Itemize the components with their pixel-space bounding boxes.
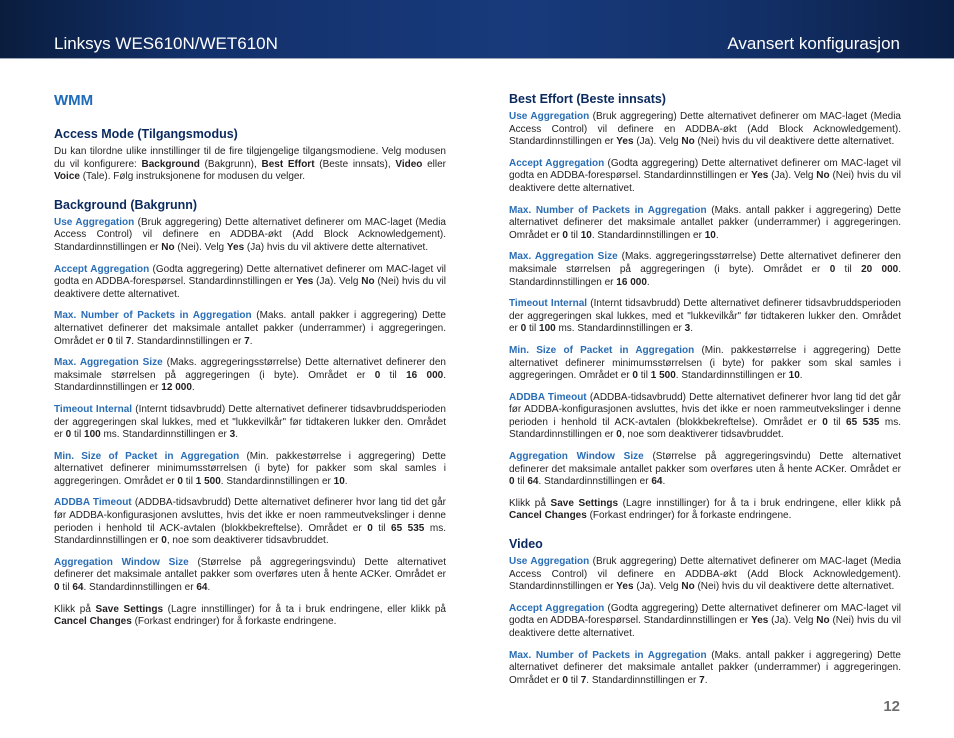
use-aggregation-paragraph: Use Aggregation (Bruk aggregering) Dette alternativet definerer om MAC-laget (Media Access Control) vil definere en ADDBA-økt (Add Block Acknowledgement). Standardinnstillingen er Yes (Ja). Velg No (Nei) hvis du vil deaktivere dette alternativet.: [509, 111, 901, 148]
use-aggregation-paragraph: Use Aggregation (Bruk aggregering) Dette alternativet definerer om MAC-laget (Media Access Control) vil definere en ADDBA-økt (Add Block Acknowledgement). Standardinnstillingen er No (Nei). Velg Yes (Ja) hvis du vil aktivere dette alternativet.: [54, 216, 446, 253]
timeout-paragraph: Timeout Internal (Internt tidsavbrudd) Dette alternativet definerer tidsavbruddsperioden der aggregeringen skal lukkes, med et "lukkevilkår" før tidtakeren lukker den. Området er 0 til 100 ms. Standardinnstillingen er 3.: [54, 403, 446, 441]
video-max-packets-paragraph: Max. Number of Packets in Aggregation (Maks. antall pakker i aggregering) Dette alternativet definerer det maksimale antallet pakker (underrammer) i aggregeringen. Området er 0 til 7. Standardinnstillingen er 7.: [509, 649, 901, 686]
best-effort-heading: Best Effort (Beste innsats): [509, 92, 666, 106]
addba-timeout-paragraph: ADDBA Timeout (ADDBA-tidsavbrudd) Dette alternativet definerer hvor lang tid det går før ADDBA-konfigurasjonen avsluttes, hvis det ikke er noen rammeutvekslinger i denne perioden i henhold til ACK-avtalen (blokkbekreftelse). Området er 0 til 65 535 ms. Standardinnstillingen er 0, noe som deaktiverer tidsavbruddet.: [54, 497, 446, 547]
right-column: [509, 92, 901, 696]
window-size-paragraph: Aggregation Window Size (Størrelse på aggregeringsvindu) Dette alternativet definerer det maksimale antallet pakker som overføres uten å hente ACKer. Området er 0 til 64. Standardinnstillingen er 64.: [54, 556, 446, 594]
addba-timeout-paragraph: ADDBA Timeout (ADDBA-tidsavbrudd) Dette alternativet definerer hvor lang tid det går før ADDBA-konfigurasjonen avsluttes, hvis det ikke er noen rammeutvekslinger i denne perioden i henhold til ACK-avtalen (blokkbekreftelse). Området er 0 til 65 535 ms. Standardinnstillingen er 0, noe som deaktiverer tidsavbruddet.: [509, 391, 901, 441]
save-settings-paragraph: Klikk på Save Settings (Lagre innstillinger) for å ta i bruk endringene, eller klikk på Cancel Changes (Forkast endringer) for å forkaste endringene.: [509, 497, 901, 522]
window-size-paragraph: Aggregation Window Size (Størrelse på aggregeringsvindu) Dette alternativet definerer det maksimale antallet pakker som overføres uten å hente ACKer. Området er 0 til 64. Standardinnstillingen er 64.: [509, 451, 901, 488]
save-settings-paragraph: Klikk på Save Settings (Lagre innstillinger) for å ta i bruk endringene, eller klikk på Cancel Changes (Forkast endringer) for å forkaste endringene.: [54, 603, 446, 628]
accept-aggregation-paragraph: Accept Aggregation (Godta aggregering) Dette alternativet definerer om MAC-laget vil godta en ADDBA-forespørsel. Standardinnstillingen er Yes (Ja). Velg No (Nei) hvis du vil deaktivere dette alternativet.: [54, 263, 447, 300]
max-size-paragraph: Max. Aggregation Size (Maks. aggregeringsstørrelse) Dette alternativet definerer den maksimale størrelsen på aggregeringen (i byte). Området er 0 til 20 000. Standardinnstillingen er 16 000.: [509, 251, 901, 288]
max-size-paragraph: Max. Aggregation Size (Maks. aggregeringsstørrelse) Dette alternativet definerer den maksimale størrelsen på aggregeringen (i byte). Området er 0 til 16 000. Standardinnstillingen er 12 000.: [54, 357, 446, 394]
chapter-title: Avansert konfigurasjon: [727, 34, 900, 53]
max-packets-paragraph: Max. Number of Packets in Aggregation (Maks. antall pakker i aggregering) Dette alternativet definerer det maksimale antallet pakker (underrammer) i aggregeringen. Området er 0 til 7. Standardinnstillingen er 7.: [54, 310, 446, 347]
access-mode-heading: Access Mode (Tilgangsmodus): [54, 127, 238, 141]
left-column: [54, 92, 446, 638]
section-title: WMM: [54, 92, 94, 109]
accept-aggregation-paragraph: Accept Aggregation (Godta aggregering) Dette alternativet definerer om MAC-laget vil godta en ADDBA-forespørsel. Standardinnstillingen er Yes (Ja). Velg No (Nei) hvis du vil deaktivere dette alternativet.: [509, 157, 902, 194]
timeout-paragraph: Timeout Internal (Internt tidsavbrudd) Dette alternativet definerer tidsavbruddsperioden der aggregeringen skal lukkes, med et "lukkevilkår" før tidtakeren lukker den. Området er 0 til 100 ms. Standardinnstillingen er 3.: [509, 298, 901, 335]
background-heading: Background (Bakgrunn): [54, 197, 198, 212]
max-packets-paragraph: Max. Number of Packets in Aggregation (Maks. antall pakker i aggregering) Dette alternativet definerer det maksimale antallet pakker (underrammer) i aggregeringen. Området er 0 til 10. Standardinnstillingen er 10.: [509, 204, 901, 241]
video-heading: Video: [509, 537, 543, 552]
product-title: Linksys WES610N/WET610N: [54, 34, 278, 53]
access-mode-intro: Du kan tilordne ulike innstillinger til de fire tilgjengelige tilgangsmodiene. Velg modusen du vil konfigurere: Background (Bakgrunn), Best Effort (Beste innsats), Video eller Voice (Tale). Følg instruksjonene for modusen du velger.: [54, 146, 446, 183]
page-number: 12: [883, 698, 900, 715]
min-size-paragraph: Min. Size of Packet in Aggregation (Min. pakkestørrelse i aggregering) Dette alternativet definerer minimumsstørrelsen (i byte) for pakker som skal samles i aggregeringen. Området er 0 til 1 500. Standardinnstillingen er 10.: [509, 344, 901, 382]
video-accept-aggregation-paragraph: Accept Aggregation (Godta aggregering) Dette alternativet definerer om MAC-laget vil godta en ADDBA-forespørsel. Standardinnstillingen er Yes (Ja). Velg No (Nei) hvis du vil deaktivere dette alternativet.: [509, 602, 902, 639]
header-divider: [0, 58, 954, 59]
video-use-aggregation-paragraph: Use Aggregation (Bruk aggregering) Dette alternativet definerer om MAC-laget (Media Access Control) vil definere en ADDBA-økt (Add Block Acknowledgement). Standardinnstillingen er Yes (Ja). Velg No (Nei) hvis du vil deaktivere dette alternativet.: [509, 556, 901, 593]
min-size-paragraph: Min. Size of Packet in Aggregation (Min. pakkestørrelse i aggregering) Dette alternativet definerer minimumsstørrelsen (i byte) for pakker som skal samles i aggregeringen. Området er 0 til 1 500. Standardinnstillingen er 10.: [54, 450, 446, 487]
